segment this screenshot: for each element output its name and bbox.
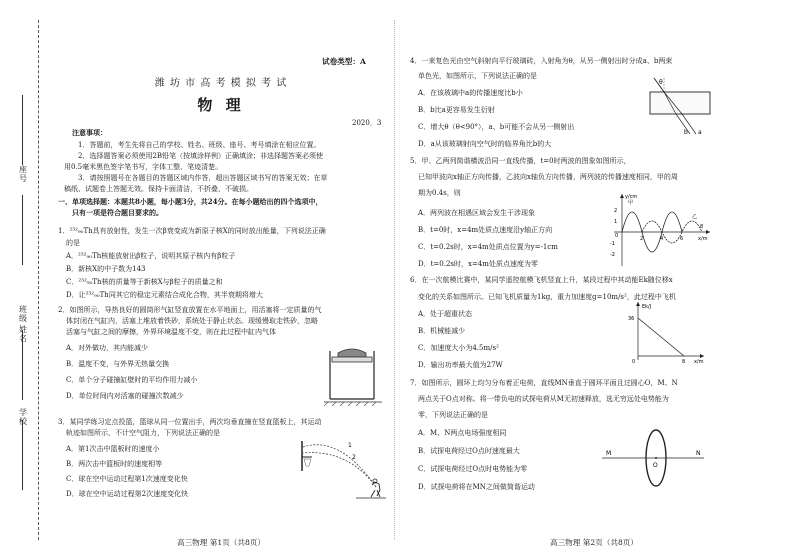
- q6-option: A．处于超重状态: [418, 310, 473, 318]
- q5-option: C．t=0.2s时，x=4m处质点位置为y=-1cm: [418, 243, 558, 251]
- piston: [332, 357, 372, 362]
- y-tick: 1: [614, 219, 618, 225]
- exam-title: 潍 坊 市 高 考 模 拟 考 试: [154, 78, 288, 89]
- angle-label: θ: [659, 79, 663, 86]
- page-footer: 高三物理 第1页（共8页）: [176, 538, 265, 547]
- x-arrow: [700, 354, 704, 358]
- q2-option: A．对外做功，其内能减少: [66, 344, 149, 352]
- q3-option: B．两次击中篮板时的速度相等: [66, 460, 163, 468]
- trajectory-label: 1: [348, 442, 352, 449]
- ray-label-b: b: [684, 129, 688, 136]
- name-label: 姓名: [19, 325, 27, 343]
- q3-option: D．球在空中运动过程第2次速度变化快: [66, 490, 189, 498]
- y-tick: -2: [610, 252, 615, 258]
- note-line: 1．答题前，考生先将自己的学校、姓名、班级、座号、考号填涂在相应位置。: [78, 141, 321, 149]
- trajectory-2: [303, 453, 376, 487]
- q7-option: A．M、N两点电场强度相同: [418, 429, 507, 437]
- q1-option: D．让²³²₉₀Th同其它的稳定元素结合成化合物，其半衰期将增大: [66, 291, 263, 299]
- ray-label-a: a: [698, 129, 702, 136]
- q3-stem: 轨迹如图所示，不计空气阻力，下列说法正确的是: [66, 429, 220, 437]
- origin-label: 0: [632, 359, 636, 365]
- q2-stem: 体封闭在气缸内，活塞上堆放着铁砂，系统处于静止状态。现缓慢取走铁砂，忽略: [66, 317, 318, 325]
- x-tick: 6: [680, 236, 684, 242]
- q4-stem: 单色光，如图所示，下列说法正确的是: [418, 72, 537, 80]
- q7-option: C．试探电荷经过O点时电势能为零: [418, 465, 528, 473]
- q1-option: A．²³²₉₀Th核能放射出β粒子，说明其原子核内有β粒子: [66, 252, 236, 260]
- note-line: 2．选择题答案必须使用2B铅笔（按填涂样例）正确填涂；非选择题答案必须使: [78, 152, 324, 160]
- q4-stem: 4．一束复色光由空气斜射向平行玻璃砖，入射角为θ，从另一侧射出时分成a、b两束: [410, 57, 673, 65]
- q2-option: D．单位时间内对活塞的碰撞次数减少: [66, 392, 184, 400]
- q3-option: A．第1次击中篮板时的速度小: [66, 445, 160, 453]
- player: [371, 482, 380, 497]
- q6-option: D．输出功率最大值为27W: [418, 361, 503, 369]
- y-axis-label: Ek/J: [642, 304, 652, 310]
- y-arrow: [636, 302, 640, 306]
- school-blank: [22, 420, 23, 490]
- q5-option: A．两列波在相遇区域会发生干涉现象: [418, 209, 536, 217]
- q1-stem: 1．²³²₉₀Th具有放射性，发生一次β衰变成为新原子核X的同时放出能量，下列说法正确: [58, 227, 326, 235]
- class-label: 班级: [19, 305, 27, 323]
- q5-wave-figure: [600, 190, 712, 270]
- q2-option: B．温度不变，与外界无热量交换: [66, 360, 170, 368]
- x-axis-label: x/m: [694, 359, 704, 365]
- q4-option: C．增大θ（θ<90°），a、b可能不会从另一侧射出: [418, 123, 575, 131]
- x-tick: 8: [682, 359, 686, 365]
- x-arrow: [706, 230, 710, 234]
- net: [304, 459, 311, 466]
- q6-stem: 变化的关系如图所示。已知飞机质量为1kg，重力加速度g=10m/s²，此过程中飞机: [418, 293, 676, 301]
- q3-basketball-figure: [296, 437, 386, 499]
- x-tick: 4: [660, 236, 664, 242]
- x-tick: 8: [700, 224, 704, 230]
- trajectory-1: [303, 445, 376, 487]
- page-1: [52, 0, 390, 558]
- q1-option: B．新核X的中子数为143: [66, 265, 146, 273]
- q5-stem: 期为0.4s，则: [418, 189, 461, 197]
- class-blank: [22, 195, 23, 265]
- page-2: [400, 0, 788, 558]
- q3-option: C．球在空中运动过程第1次速度变化快: [66, 475, 188, 483]
- q6-energy-figure: [626, 300, 706, 366]
- q1-stem: 的是: [66, 239, 80, 247]
- y-arrow: [620, 194, 624, 198]
- note-line: 稿纸、试题卷上答题无效。保持卡面清洁，不折叠、不破损。: [64, 185, 253, 193]
- exit-ray-b: [676, 114, 690, 134]
- q6-option: C．加速度大小为4.5m/s²: [418, 344, 499, 352]
- q7-option: D．试探电荷将在MN之间做简谐运动: [418, 483, 535, 491]
- ek-line: [638, 318, 684, 356]
- q2-stem: 活塞与气缸之间的摩擦，外界环境温度不变，则在此过程中缸内气体: [66, 328, 276, 336]
- seat-label: 座号: [19, 165, 27, 183]
- wave-label-yi: 乙: [692, 214, 698, 220]
- y-tick: -1: [610, 241, 615, 247]
- q5-stem: 5．甲、乙两列简谐横波沿同一直线传播，t=0时两波的图象如图所示，: [410, 157, 631, 165]
- y-tick: 2: [614, 208, 618, 214]
- notes-heading: 注意事项：: [72, 128, 107, 137]
- subject-title: 物 理: [197, 96, 245, 114]
- q4-option: A．在该玻璃中a的传播速度比b小: [418, 89, 523, 97]
- q2-cylinder-figure: [324, 345, 384, 407]
- q5-option: B．t=0时，x=4m处质点速度沿y轴正方向: [418, 226, 553, 234]
- ground-hatch: [324, 402, 376, 406]
- note-line: 用0.5毫米黑色签字笔书写，字体工整、笔迹清楚。: [64, 163, 223, 171]
- x-tick: 2: [640, 236, 644, 242]
- q4-option: B．b比a更容易发生衍射: [418, 106, 495, 114]
- y-tick: 36: [628, 316, 635, 322]
- cut-line: [38, 20, 39, 540]
- binding-margin: [0, 0, 48, 558]
- q4-option: D．a从该玻璃射向空气时的临界角比b的大: [418, 140, 552, 148]
- q7-stem: 零，下列说法正确的是: [418, 411, 488, 419]
- trajectory-label: 2: [352, 454, 356, 461]
- glass-block: [650, 92, 710, 114]
- x-axis-label: x/m: [698, 236, 708, 242]
- q6-stem: 6．在一次航模比赛中，某同学遥控航模飞机竖直上升，某段过程中其动能Ek随位移x: [410, 276, 673, 284]
- section-heading: 一、单项选择题：本题共8小题，每小题3分，共24分。在每小题给出的四个选项中，: [58, 197, 323, 206]
- center-o: [655, 457, 657, 459]
- seat-blank: [22, 95, 23, 165]
- point-label-o: O: [653, 462, 658, 469]
- q7-stem: 7．如图所示，圆环上均匀分布着正电荷，直线MN垂直于圆环平面且过圆心O，M、N: [410, 379, 678, 387]
- section-heading: 只有一项是符合题目要求的。: [72, 208, 163, 217]
- page-footer: 高三物理 第2页（共8页）: [549, 538, 638, 547]
- y-axis-label: y/cm: [625, 194, 638, 200]
- q7-stem: 两点关于O点对称。将一带负电的试探电荷从M无初速释放，选无穷远处电势能为: [418, 395, 669, 403]
- q3-stem: 3．某同学练习定点投篮，篮球从同一位置出手，两次均垂直撞在竖直篮板上，其运动: [58, 418, 322, 426]
- q5-option: D．t=0.2s时，x=4m处质点速度为零: [418, 260, 538, 268]
- point-label-m: M: [606, 450, 612, 457]
- q1-option: C．²³²₉₀Th核的质量等于新核X与β粒子的质量之和: [66, 278, 223, 286]
- school-label: 学校: [19, 408, 27, 426]
- origin-label: 0: [615, 233, 619, 239]
- q4-glass-figure: [644, 76, 716, 138]
- note-line: 3．请按照题号在各题目的答题区域内作答，超出答题区域书写的答案无效；在草: [78, 174, 328, 182]
- q7-option: B．试探电荷经过O点时速度最大: [418, 447, 520, 455]
- wave-label-jia: 甲: [628, 200, 634, 206]
- q2-option: C．单个分子碰撞缸壁时的平均作用力减小: [66, 376, 198, 384]
- point-label-n: N: [696, 450, 701, 457]
- exam-date: 2020．3: [352, 119, 382, 127]
- q7-ring-figure: [596, 428, 708, 490]
- page-fold: [394, 20, 395, 540]
- q6-option: B．机械能减少: [418, 327, 466, 335]
- q5-stem: 已知甲波向x轴正方向传播，乙波向x轴负方向传播，两列波的传播速度相同，甲的周: [418, 173, 678, 181]
- iron-sand: [338, 349, 366, 357]
- paper-type: 试卷类型：A: [322, 57, 366, 66]
- q2-stem: 2．如图所示，导热良好的圆筒形气缸竖直放置在水平地面上，用活塞将一定质量的气: [58, 306, 322, 314]
